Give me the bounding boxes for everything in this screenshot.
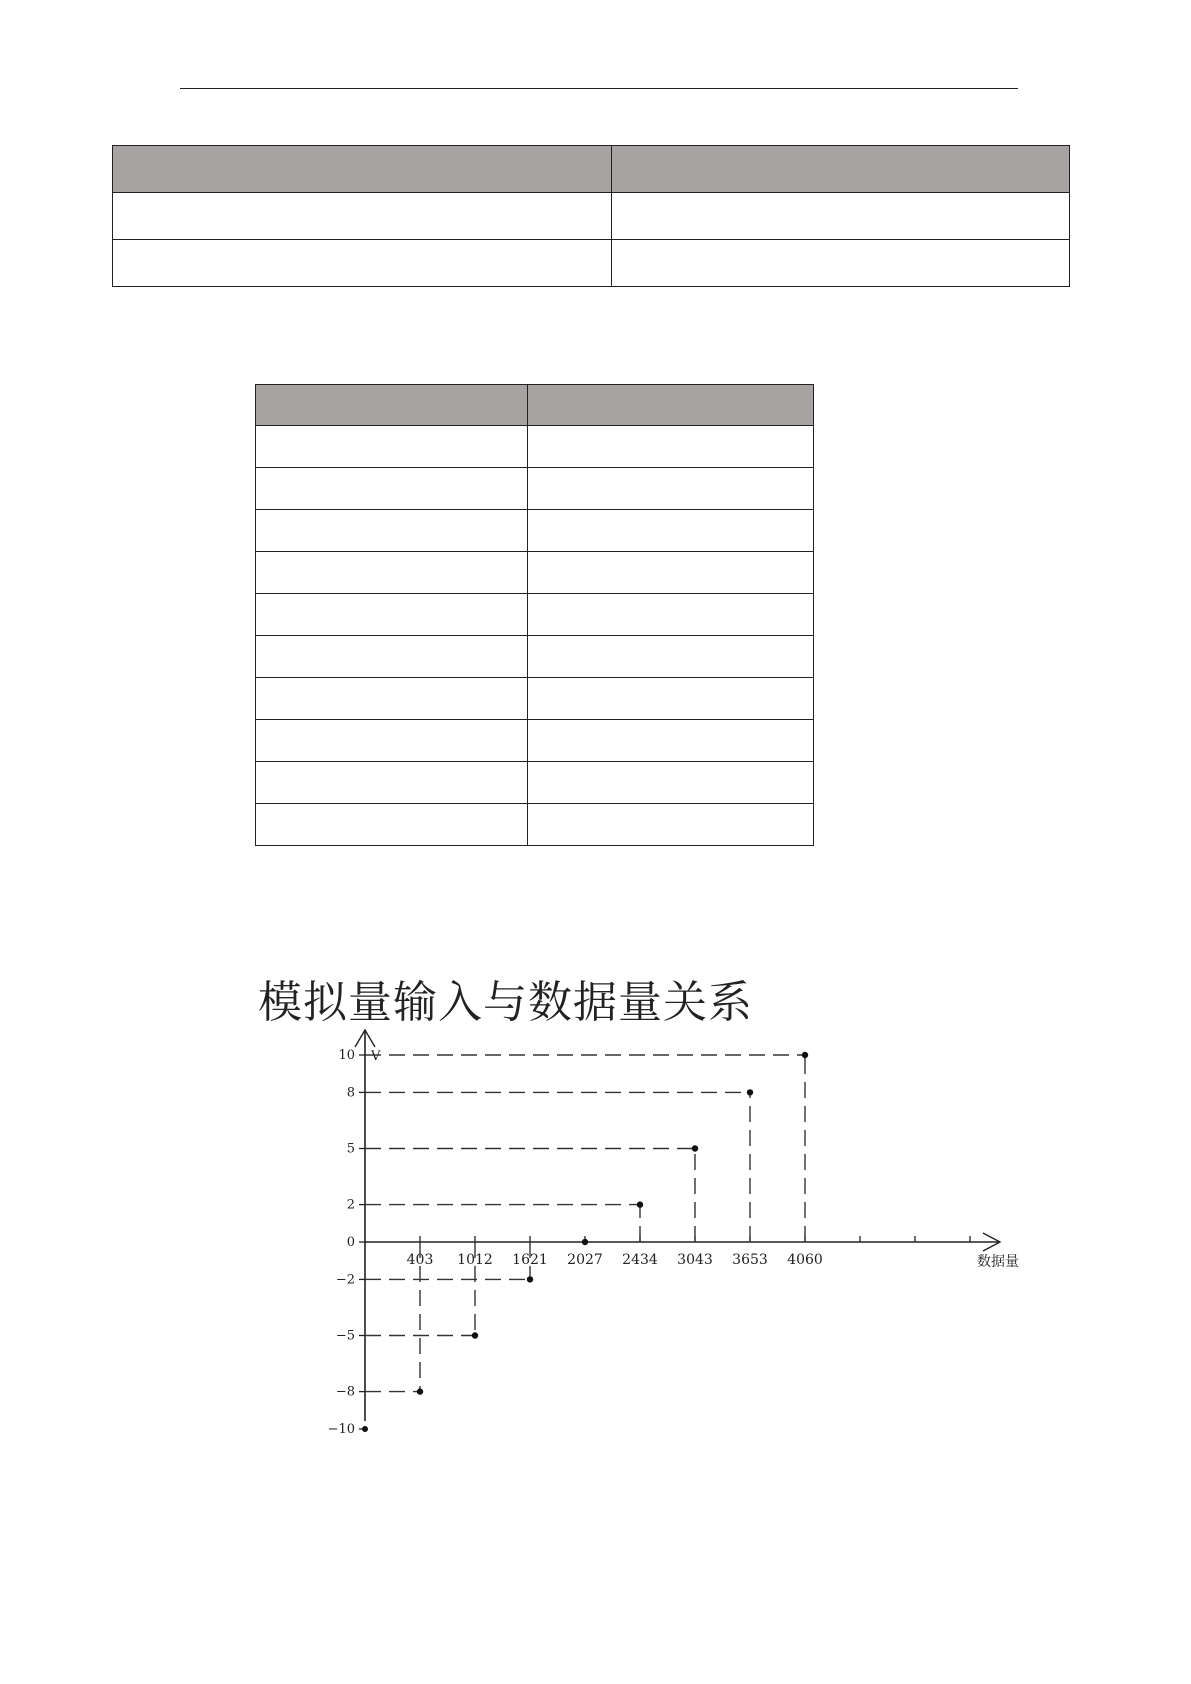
data-point xyxy=(362,1426,368,1432)
data-point xyxy=(417,1388,423,1394)
x-tick-label: 4060 xyxy=(787,1252,823,1268)
data-point xyxy=(582,1239,588,1245)
data-point xyxy=(637,1201,643,1207)
x-tick-label: 1012 xyxy=(457,1252,493,1268)
y-tick-label: 8 xyxy=(346,1085,355,1101)
y-tick-label: −8 xyxy=(335,1384,355,1400)
x-tick-label: 403 xyxy=(406,1252,434,1268)
x-tick-label: 3043 xyxy=(677,1252,713,1268)
y-tick-label: 5 xyxy=(346,1141,355,1157)
chart-title: 模拟量输入与数据量关系 xyxy=(258,977,753,1028)
data-point xyxy=(747,1089,753,1095)
y-tick-label: 0 xyxy=(346,1235,355,1250)
data-point xyxy=(802,1052,808,1058)
y-tick-label: −10 xyxy=(327,1422,355,1437)
y-axis-label: V xyxy=(371,1049,381,1064)
y-tick-label: 2 xyxy=(346,1197,355,1213)
x-tick-label: 1621 xyxy=(512,1252,548,1268)
x-tick-label: 3653 xyxy=(732,1252,768,1268)
y-tick-label: −5 xyxy=(335,1328,355,1344)
x-tick-label: 2434 xyxy=(622,1252,658,1268)
y-tick-label: −2 xyxy=(335,1272,355,1288)
data-point xyxy=(472,1332,478,1338)
x-axis-label: 数据量 xyxy=(977,1254,1019,1270)
data-point xyxy=(527,1276,533,1282)
x-tick-label: 2027 xyxy=(567,1252,603,1268)
y-tick-label: 10 xyxy=(338,1048,355,1063)
data-point xyxy=(692,1145,698,1151)
